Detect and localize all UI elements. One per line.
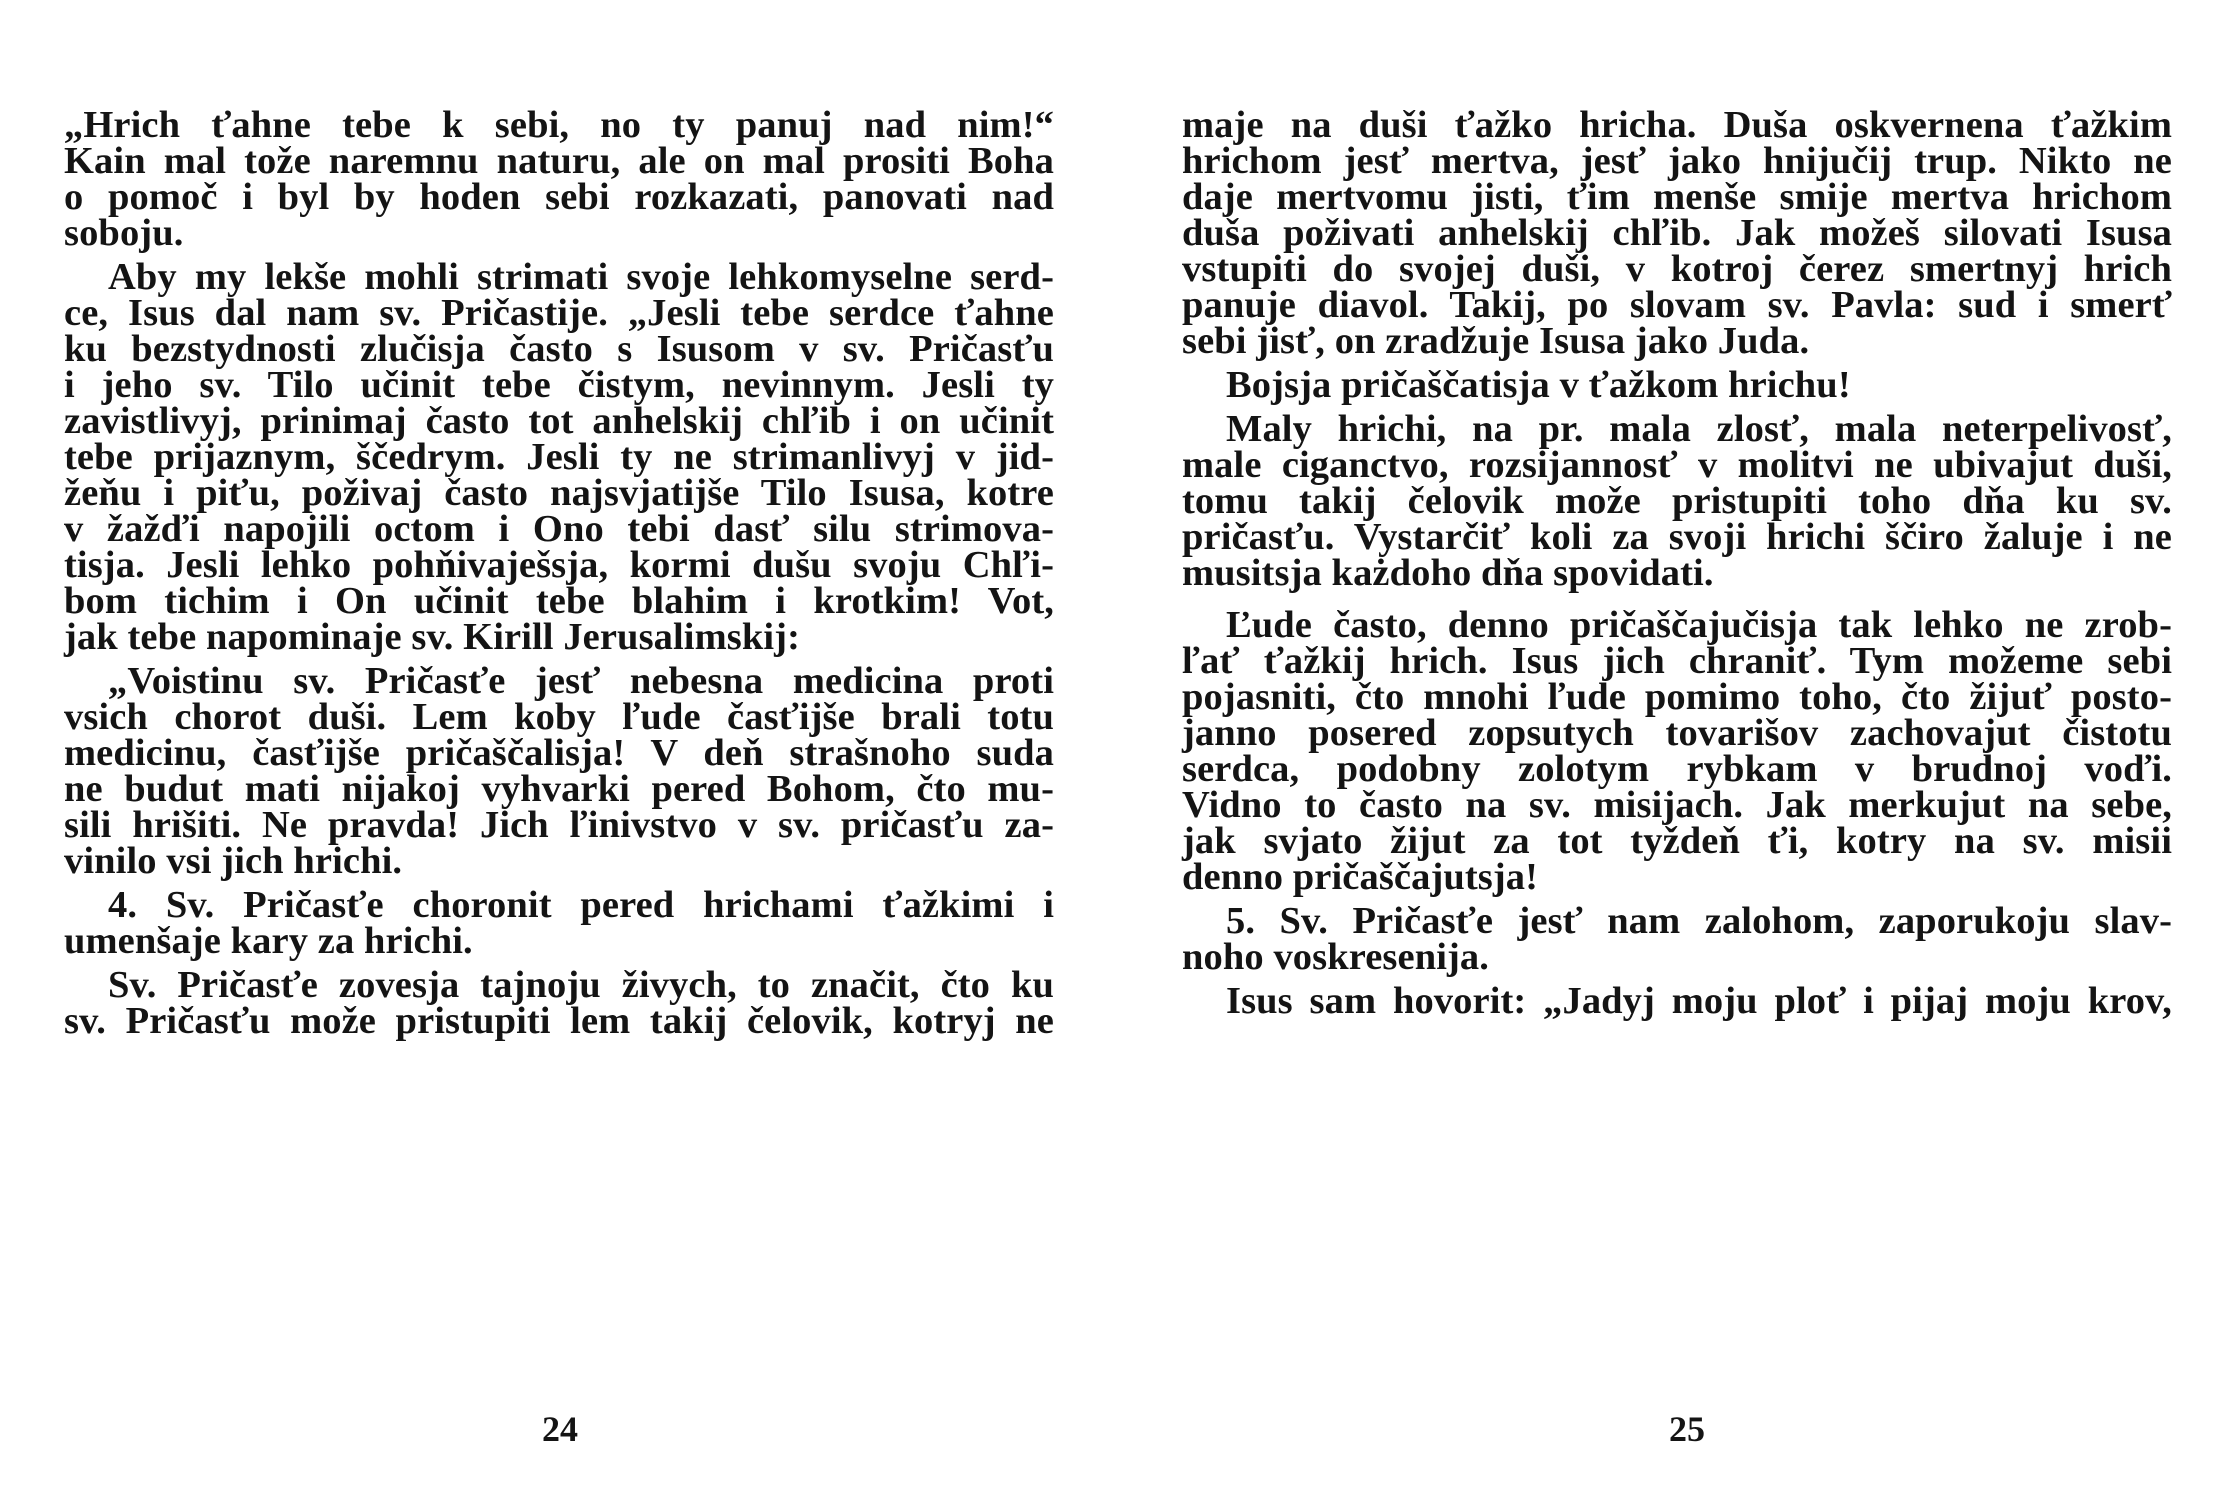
left-page (64, 100, 1054, 1480)
text-line: Maly hrichi, na pr. mala zlosť, mala neterpelivosť, (1226, 408, 2172, 450)
text-line: ku bezstydnosti zlučisja často s Isusom v sv. Pričasťu (64, 328, 1054, 370)
text-line: male ciganctvo, rozsijannosť v molitvi ne ubivajut duši, (1182, 444, 2172, 486)
text-line: musitsja każdoho dňa spovidati. (1182, 552, 1714, 594)
text-line: 4. Sv. Pričasťe choronit pered hrichami ťažkimi i (108, 884, 1054, 926)
text-line: tebe prijaznym, ščedrym. Jesli ty ne strimanlivyj v jid- (64, 436, 1054, 478)
text-line: duša poživati anhelskij chľib. Jak možeš silovati Isusa (1182, 212, 2172, 254)
text-line: „Hrich ťahne tebe k sebi, no ty panuj nad nim!“ (64, 104, 1054, 146)
text-line: umenšaje kary za hrichi. (64, 920, 473, 962)
text-line: hrichom jesť mertva, jesť jako hnijučij trup. Nikto ne (1182, 140, 2172, 182)
text-line: vstupiti do svojej duši, v kotroj čerez smertnyj hrich (1182, 248, 2172, 290)
text-line: vsich chorot duši. Lem koby ľude časťijše brali totu (64, 696, 1054, 738)
text-line: janno posered zopsutych tovarišov zachovajut čistotu (1182, 712, 2172, 754)
text-line: 5. Sv. Pričasťe jesť nam zalohom, zaporukoju slav- (1226, 900, 2172, 942)
text-line: i jeho sv. Tilo učinit tebe čistym, nevinnym. Jesli ty (64, 364, 1054, 406)
text-line: sv. Pričasťu može pristupiti lem takij čelovik, kotryj ne (64, 1000, 1054, 1042)
text-line: Ľude často, denno pričaščajučisja tak lehko ne zrob- (1226, 604, 2172, 646)
text-line: pojasniti, čto mnohi ľude pomimo toho, čto žijuť posto- (1182, 676, 2172, 718)
text-line: Bojsja pričaščatisja v ťažkom hrichu! (1226, 364, 1851, 406)
text-line: o pomoč i byl by hoden sebi rozkazati, panovati nad (64, 176, 1054, 218)
page-number-right: 25 (1669, 1409, 1705, 1449)
text-line: ne budut mati nijakoj vyhvarki pered Bohom, čto mu- (64, 768, 1054, 810)
text-line: Isus sam hovorit: „Jadyj moju ploť i pijaj moju krov, (1226, 980, 2172, 1022)
text-line: Aby my lekše mohli strimati svoje lehkomyselne serd- (108, 256, 1054, 298)
text-line: maje na duši ťažko hricha. Duša oskvernena ťažkim (1182, 104, 2172, 146)
right-page (1182, 100, 2172, 1480)
text-line: Vidno to často na sv. misijach. Jak merkujut na sebe, (1182, 784, 2172, 826)
text-line: „Voistinu sv. Pričasťe jesť nebesna medicina proti (108, 660, 1054, 702)
text-line: sebi jisť, on zradžuje Isusa jako Juda. (1182, 320, 1810, 362)
text-line: denno pričaščajutsja! (1182, 856, 1539, 898)
text-line: vinilo vsi jich hrichi. (64, 840, 403, 882)
text-line: soboju. (64, 212, 184, 254)
text-line: jak svjato žijut za tot tyždeň ťi, kotry na sv. misii (1182, 820, 2172, 862)
text-line: medicinu, časťijše pričaščalisja! V deň strašnoho suda (64, 732, 1054, 774)
text-line: Sv. Pričasťe zovesja tajnoju živych, to značit, čto ku (108, 964, 1054, 1006)
text-line: jak tebe napominaje sv. Kirill Jerusalimskij: (64, 616, 800, 658)
text-line: v žažďi napojili octom i Ono tebi dasť silu strimova- (64, 508, 1054, 550)
text-line: daje mertvomu jisti, ťim menše smije mertva hrichom (1182, 176, 2172, 218)
text-line: noho voskresenija. (1182, 936, 1489, 978)
text-line: tisja. Jesli lehko pohňivaješsja, kormi dušu svoju Chľi- (64, 544, 1054, 586)
text-line: ľať ťažkij hrich. Isus jich chraniť. Tym možeme sebi (1182, 640, 2172, 682)
text-line: serdca, podobny zolotym rybkam v brudnoj voďi. (1182, 748, 2172, 790)
page-number-left: 24 (542, 1409, 578, 1449)
text-line: ce, Isus dal nam sv. Pričastije. „Jesli tebe serdce ťahne (64, 292, 1054, 334)
text-line: pričasťu. Vystarčiť koli za svoji hrichi ščiro žaluje i ne (1182, 516, 2172, 558)
text-line: bom tichim i On učinit tebe blahim i krotkim! Vot, (64, 580, 1054, 622)
text-line: tomu takij čelovik može pristupiti toho dňa ku sv. (1182, 480, 2172, 522)
text-line: panuje diavol. Takij, po slovam sv. Pavla: sud i smerť (1182, 284, 2172, 326)
text-line: sili hrišiti. Ne pravda! Jich ľinivstvo v sv. pričasťu za- (64, 804, 1054, 846)
text-line: zavistlivyj, prinimaj často tot anhelskij chľib i on učinit (64, 400, 1054, 442)
text-line: Kain mal tože naremnu naturu, ale on mal prositi Boha (64, 140, 1054, 182)
text-line: žeňu i piťu, poživaj často najsvjatiјše Tilo Isusa, kotre (64, 472, 1054, 514)
